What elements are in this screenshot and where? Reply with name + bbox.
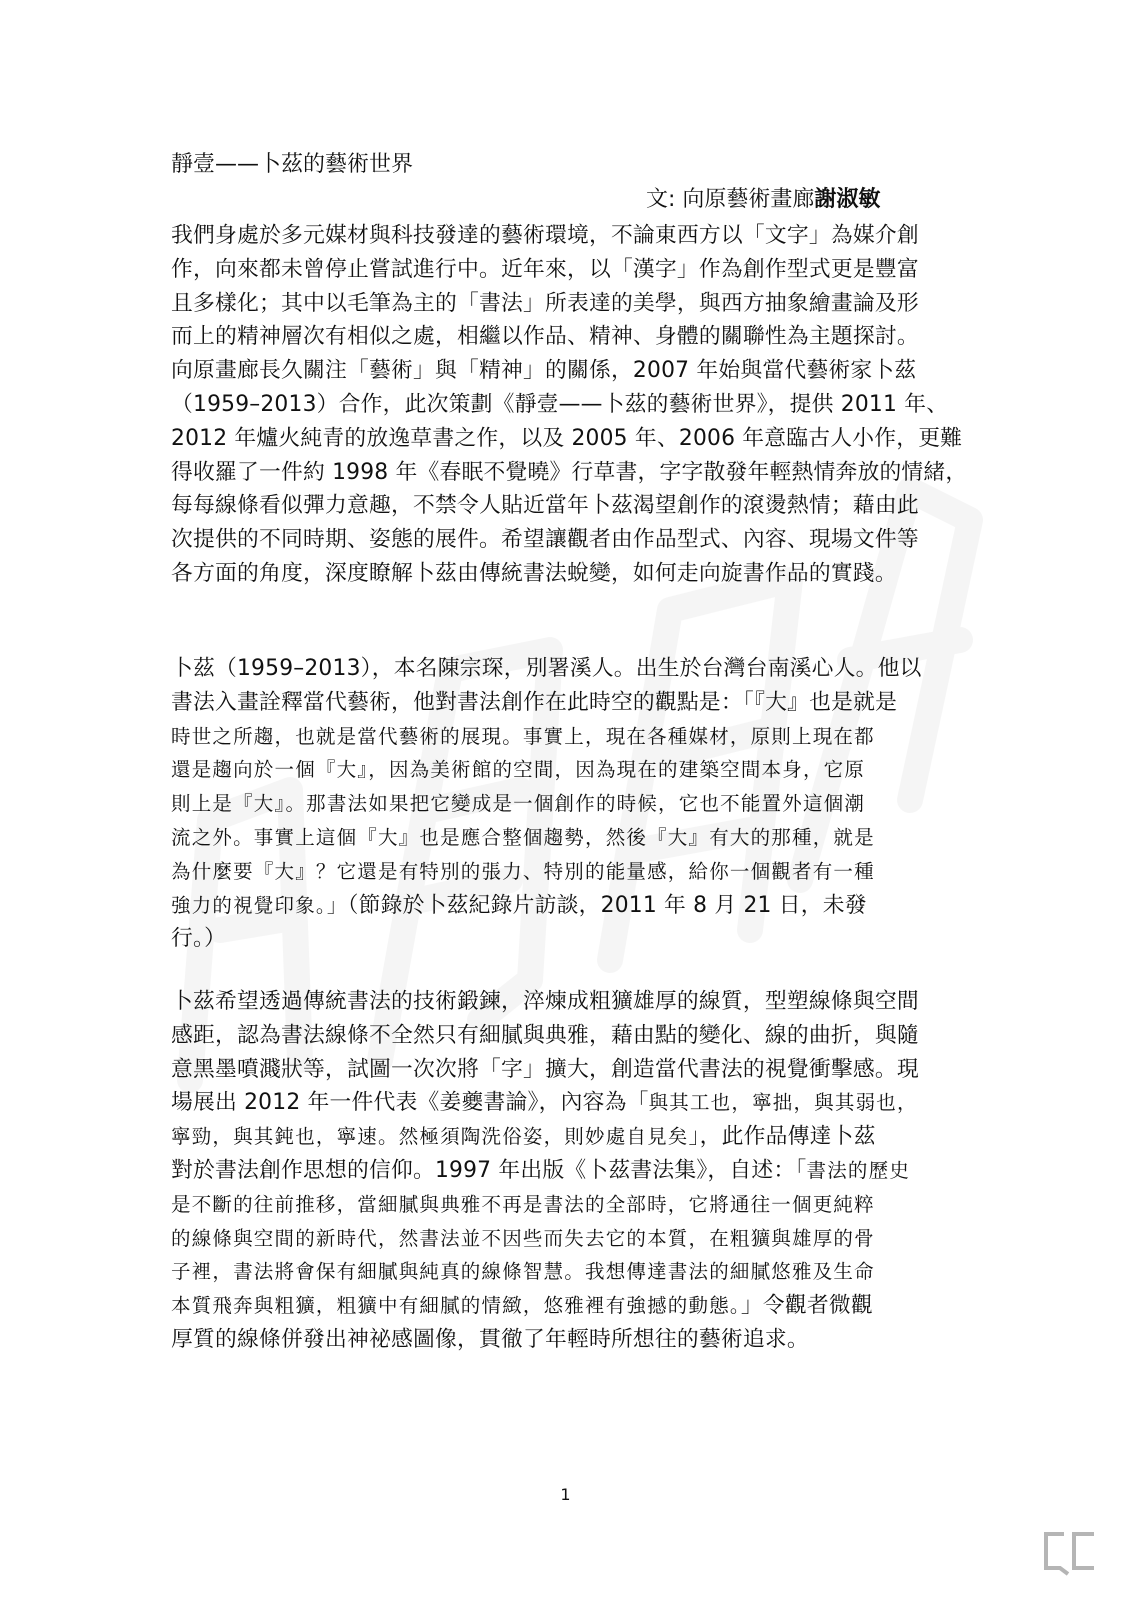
text-line — [171, 922, 922, 956]
body-text: 感距，認為書法線條不全然只有細膩與典雅，藉由點的變化、線的曲折，與隨 — [171, 1022, 919, 1048]
text-line — [171, 388, 967, 422]
body-text: 」，此作品傳達卜茲 — [688, 1124, 876, 1150]
quote-text: 強力的視覺印象。」 — [171, 893, 348, 917]
quote-text: 本質飛奔與粗獷，粗獷中有細膩的情緻，悠雅裡有強撼的動態。 — [171, 1294, 741, 1318]
quote-text: 為什麼要『大』？它還是有特別的張力、特別的能量感，給你一個觀者有一種 — [171, 859, 875, 883]
text-line — [171, 686, 922, 720]
body-text: 各方面的角度，深度瞭解卜茲由傳統書法蛻變，如何走向旋書作品的實踐。 — [171, 560, 897, 586]
text-line — [171, 287, 967, 321]
text-line — [171, 422, 967, 456]
body-text: 我們身處於多元媒材與科技發達的藝術環境，不論東西方以「文字」為媒介創 — [171, 223, 919, 248]
body-text: 卜茲（1959–2013），本名陳宗琛，別署溪人。出生於台灣台南溪心人。他以 — [171, 656, 922, 681]
text-line — [171, 557, 967, 591]
text-line — [171, 1019, 919, 1053]
body-text: 」令觀者微觀 — [740, 1293, 873, 1319]
body-text: 書法入畫詮釋當代藝術，他對書法創作在此時空的觀點是：「『大』也是就是 — [171, 689, 898, 715]
body-text: 對於書法創作思想的信仰。1997 年出版《卜茲書法集》，自述：「 — [171, 1157, 807, 1183]
body-text: （1959–2013）合作，此次策劃《靜壹——卜茲的藝術世界》，提供 2011 年、 — [171, 391, 949, 417]
body-text: 2012 年爐火純青的放逸草書之作，以及 2005 年、2006 年意臨古人小作，更難 — [171, 425, 963, 451]
brand-logo-icon — [1038, 1528, 1100, 1578]
body-text: 而上的精神層次有相似之處，相繼以作品、精神、身體的關聯性為主題探討。 — [171, 324, 919, 350]
quote-text: 寧勁，與其鈍也，寧速。然極須陶洗俗姿，則妙處自見矣 — [171, 1125, 689, 1149]
body-text: 向原畫廊長久關注「藝術」與「精神」的關係，2007 年始與當代藝術家卜茲 — [171, 358, 917, 384]
quote-text: 時世之所趨，也就是當代藝術的展現。事實上，現在各種媒材，原則上現在都 — [171, 724, 875, 748]
text-line — [171, 1053, 919, 1087]
byline-prefix: 文: 向原藝術畫廊 — [646, 187, 815, 212]
text-line — [171, 889, 922, 923]
quote-text: 的線條與空間的新時代，然書法並不因些而失去它的本質，在粗獷與雄厚的骨 — [171, 1226, 875, 1250]
text-line — [171, 1323, 919, 1357]
body-text: 行。） — [171, 926, 227, 952]
text-line — [171, 1222, 919, 1256]
body-text: 且多樣化；其中以毛筆為主的「書法」所表達的美學，與西方抽象繪畫論及形 — [171, 290, 919, 316]
text-line — [171, 1188, 919, 1222]
quote-text: 書法的歷史 — [806, 1158, 911, 1182]
text-line — [171, 1289, 919, 1323]
quote-text: 流之外。事實上這個『大』也是應合整個趨勢，然後『大』有大的那種，就是 — [171, 825, 875, 849]
text-line — [171, 821, 922, 855]
quote-text: 則上是『大』。那書法如果把它變成是一個創作的時候，它也不能置外這個潮 — [171, 792, 866, 816]
body-text: 意黑墨噴濺狀等，試圖一次次將「字」擴大，創造當代書法的視覺衝擊感。現 — [171, 1056, 919, 1082]
text-line — [171, 354, 967, 388]
text-line — [171, 1255, 919, 1289]
byline-author: 謝淑敏 — [814, 187, 881, 212]
body-text: 得收羅了一件約 1998 年《春眠不覺曉》行草書，字字散發年輕熱情奔放的情緒， — [171, 459, 968, 485]
text-line — [171, 253, 967, 287]
quote-text: 與其工也，寧拙，與其弱也， — [648, 1091, 918, 1115]
text-line — [171, 523, 967, 557]
paragraph-3 — [171, 985, 919, 1357]
body-text: （節錄於卜茲紀錄片訪談，2011 年 8 月 21 日，未發 — [347, 892, 867, 918]
text-line — [171, 489, 967, 523]
body-text: 每每線條看似彈力意趣，不禁令人貼近當年卜茲渴望創作的滾燙熱情；藉由此 — [171, 493, 919, 519]
body-text: 次提供的不同時期、姿態的展件。希望讓觀者由作品型式、內容、現場文件等 — [171, 527, 919, 553]
body-text: 卜茲希望透過傳統書法的技術鍛鍊，淬煉成粗獷雄厚的線質，型塑線條與空間 — [171, 989, 919, 1014]
quote-text: 還是趨向於一個『大』，因為美術館的空間，因為現在的建築空間本身，它原 — [171, 758, 866, 782]
text-line — [171, 753, 922, 787]
text-line — [171, 652, 922, 686]
body-text: 場展出 2012 年一件代表《姜夔書論》，內容為「 — [171, 1090, 649, 1116]
document-title: 靜壹——卜茲的藝術世界 — [171, 152, 414, 177]
text-line — [171, 985, 919, 1019]
text-line — [171, 720, 922, 754]
quote-text: 子裡，書法將會保有細膩與純真的線條智慧。我想傳達書法的細膩悠雅及生命 — [171, 1260, 875, 1284]
body-text: 厚質的線條併發出神祕感圖像，貫徹了年輕時所想往的藝術追求。 — [171, 1326, 809, 1352]
byline — [646, 185, 880, 215]
text-line — [171, 219, 967, 253]
page-number: 1 — [560, 1485, 571, 1504]
text-line — [171, 787, 922, 821]
paragraph-1 — [171, 219, 967, 591]
text-line — [171, 320, 967, 354]
text-line — [171, 1154, 919, 1188]
text-line — [171, 1120, 919, 1154]
text-line — [171, 855, 922, 889]
paragraph-2 — [171, 652, 922, 956]
text-line — [171, 1086, 919, 1120]
quote-text: 是不斷的往前推移，當細膩與典雅不再是書法的全部時，它將通往一個更純粹 — [171, 1192, 875, 1216]
body-text: 作，向來都未曾停止嘗試進行中。近年來，以「漢字」作為創作型式更是豐富 — [171, 256, 919, 282]
text-line — [171, 456, 967, 490]
